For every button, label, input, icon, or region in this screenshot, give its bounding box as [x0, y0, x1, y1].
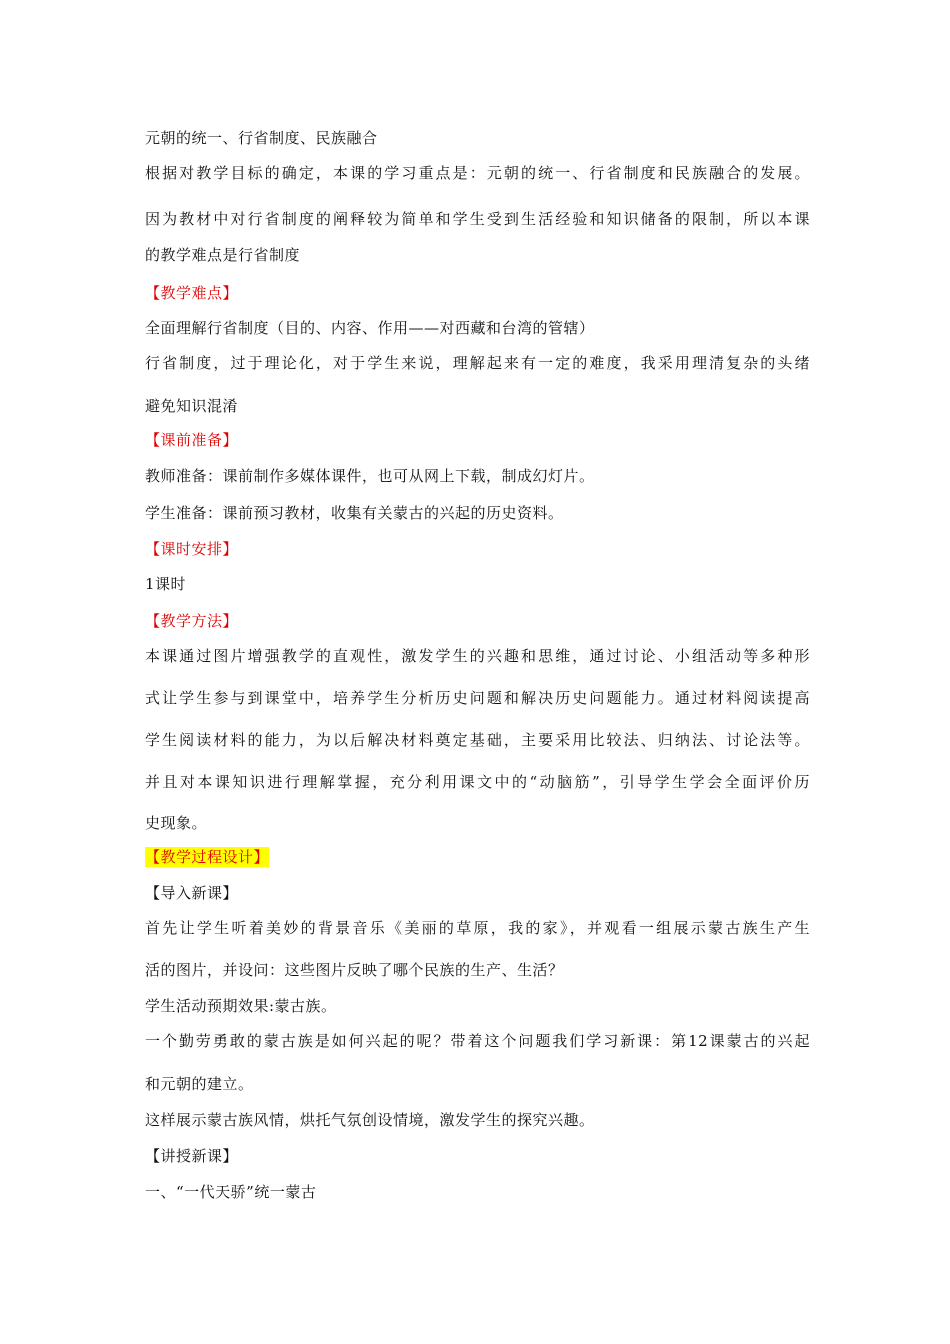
- lesson-section-title: 一、“一代天骄”统一蒙古: [145, 1183, 317, 1201]
- teacher-preparation-line: 教师准备：课前制作多媒体课件，也可从网上下载，制成幻灯片。: [145, 467, 595, 485]
- section-heading-preparation: 【课前准备】: [145, 431, 239, 449]
- transition-paragraph-line: 和元朝的建立。: [145, 1075, 254, 1093]
- design-intent-line: 这样展示蒙古族风情，烘托气氛创设情境，激发学生的探究兴趣。: [145, 1111, 595, 1129]
- method-paragraph-line: 史现象。: [145, 814, 208, 832]
- schedule-line: 1课时: [145, 575, 187, 593]
- introduction-paragraph-line: 活的图片，并设问：这些图片反映了哪个民族的生产、生活？: [145, 961, 564, 979]
- section-heading-method: 【教学方法】: [145, 612, 239, 630]
- method-paragraph-line: 本课通过图片增强教学的直观性，激发学生的兴趣和思维，通过讨论、小组活动等多种形: [145, 647, 810, 665]
- section-heading-process-design: [145, 847, 810, 867]
- student-preparation-line: 学生准备：课前预习教材，收集有关蒙古的兴起的历史资料。: [145, 504, 564, 522]
- method-paragraph-line: 并且对本课知识进行理解掌握，充分利用课文中的“动脑筋”，引导学生学会全面评价历: [145, 773, 810, 791]
- subheading-new-lesson: 【讲授新课】: [145, 1147, 239, 1165]
- transition-paragraph-line: 一个勤劳勇敢的蒙古族是如何兴起的呢？带着这个问题我们学习新课：第12课蒙古的兴起: [145, 1032, 810, 1050]
- highlighted-heading: 【教学过程设计】: [145, 848, 270, 866]
- method-paragraph-line: 学生阅读材料的能力，为以后解决材料奠定基础，主要采用比较法、归纳法、讨论法等。: [145, 731, 810, 749]
- key-points-paragraph-line: 因为教材中对行省制度的阐释较为简单和学生受到生活经验和知识储备的限制，所以本课: [145, 210, 810, 228]
- section-heading-schedule: 【课时安排】: [145, 540, 239, 558]
- difficulty-paragraph-line: 避免知识混淆: [145, 397, 239, 415]
- key-points-paragraph-line: 的教学难点是行省制度: [145, 246, 301, 264]
- introduction-paragraph-line: 首先让学生听着美妙的背景音乐《美丽的草原，我的家》，并观看一组展示蒙古族生产生: [145, 919, 810, 937]
- difficulty-paragraph-line: 行省制度，过于理论化，对于学生来说，理解起来有一定的难度，我采用理清复杂的头绪: [145, 354, 810, 372]
- section-heading-teaching-difficulty: 【教学难点】: [145, 284, 239, 302]
- topic-line: 元朝的统一、行省制度、民族融合: [145, 129, 378, 147]
- method-paragraph-line: 式让学生参与到课堂中，培养学生分析历史问题和解决历史问题能力。通过材料阅读提高: [145, 689, 810, 707]
- subheading-introduction: 【导入新课】: [145, 884, 239, 902]
- key-points-paragraph-line: 根据对教学目标的确定，本课的学习重点是：元朝的统一、行省制度和民族融合的发展。: [145, 164, 810, 182]
- difficulty-line: 全面理解行省制度（目的、内容、作用——对西藏和台湾的管辖）: [145, 319, 595, 337]
- expected-result-line: 学生活动预期效果:蒙古族。: [145, 997, 337, 1015]
